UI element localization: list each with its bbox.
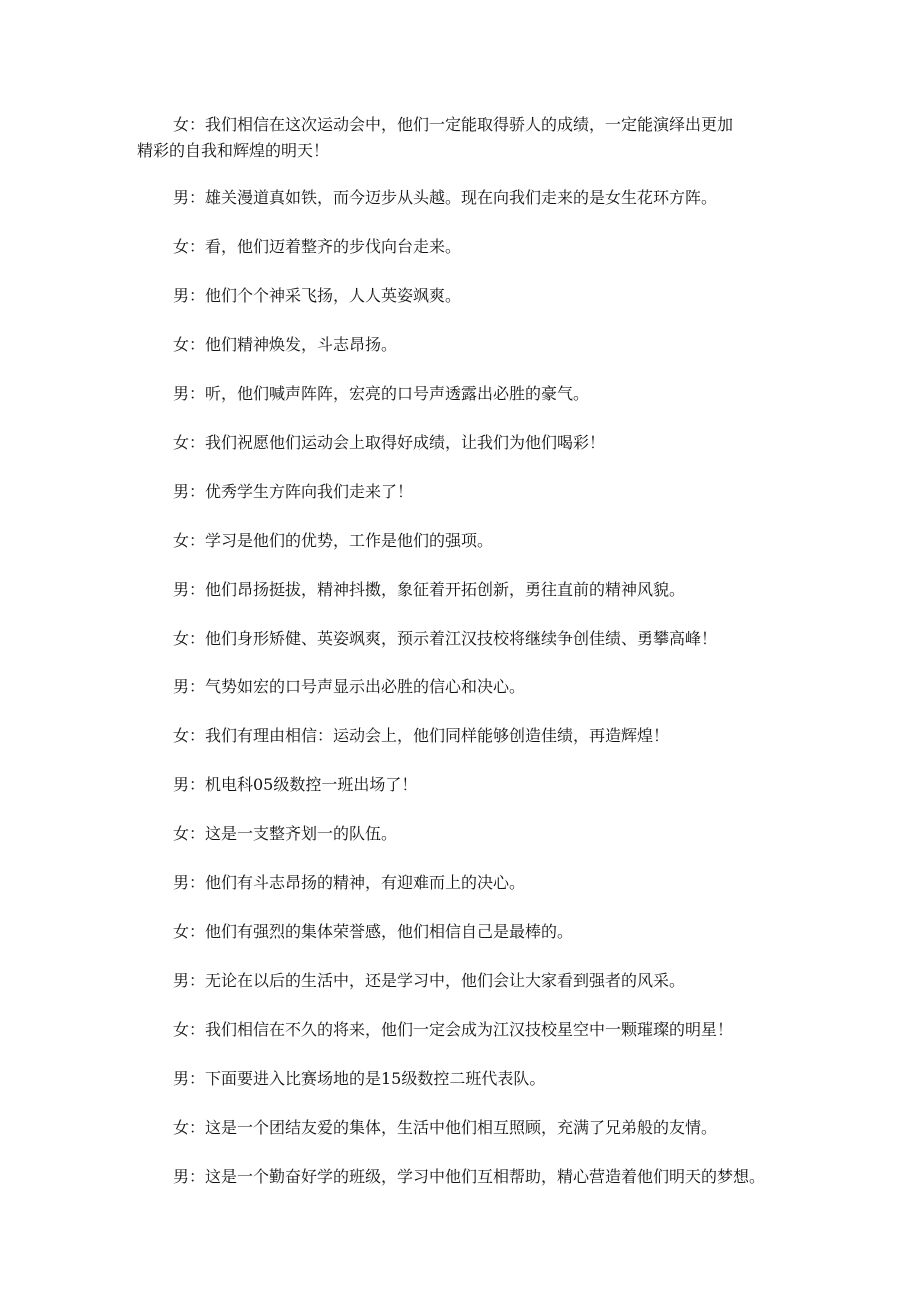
paragraph-1-line-1: 女：我们相信在这次运动会中，他们一定能取得骄人的成绩，一定能演绎出更加 [173, 115, 734, 134]
paragraph-18 [137, 968, 797, 994]
paragraph-4-text: 男：他们个个神采飞扬，人人英姿飒爽。 [173, 286, 462, 305]
paragraph-4 [137, 283, 797, 309]
paragraph-1-line-2: 精彩的自我和辉煌的明天！ [137, 141, 330, 160]
paragraph-5 [137, 332, 797, 358]
paragraph-15-text: 女：这是一支整齐划一的队伍。 [173, 824, 398, 843]
paragraph-12 [137, 674, 797, 700]
paragraph-18-text: 男：无论在以后的生活中，还是学习中，他们会让大家看到强者的风采。 [173, 971, 686, 990]
paragraph-2 [137, 185, 797, 211]
paragraph-8-text: 男：优秀学生方阵向我们走来了！ [173, 482, 414, 501]
paragraph-9 [137, 528, 797, 554]
paragraph-6 [137, 381, 797, 407]
paragraph-21 [137, 1115, 797, 1141]
paragraph-11-text: 女：他们身形矫健、英姿飒爽，预示着江汉技校将继续争创佳绩、勇攀高峰！ [173, 629, 718, 648]
paragraph-2-text: 男：雄关漫道真如铁，而今迈步从头越。现在向我们走来的是女生花环方阵。 [173, 188, 718, 207]
paragraph-5-text: 女：他们精神焕发，斗志昂扬。 [173, 335, 398, 354]
paragraph-12-text: 男：气势如宏的口号声显示出必胜的信心和决心。 [173, 677, 526, 696]
paragraph-10-text: 男：他们昂扬挺拔，精神抖擞，象征着开拓创新，勇往直前的精神风貌。 [173, 580, 686, 599]
paragraph-19 [137, 1017, 797, 1043]
paragraph-13-text: 女：我们有理由相信：运动会上，他们同样能够创造佳绩，再造辉煌！ [173, 726, 670, 745]
paragraph-21-text: 女：这是一个团结友爱的集体，生活中他们相互照顾，充满了兄弟般的友情。 [173, 1118, 718, 1137]
paragraph-7 [137, 430, 797, 456]
paragraph-3-text: 女：看，他们迈着整齐的步伐向台走来。 [173, 237, 462, 256]
paragraph-15 [137, 821, 797, 847]
paragraph-17-text: 女：他们有强烈的集体荣誉感，他们相信自己是最棒的。 [173, 922, 574, 941]
paragraph-22 [137, 1164, 797, 1190]
paragraph-11 [137, 626, 797, 652]
paragraph-1 [137, 112, 797, 164]
paragraph-17 [137, 919, 797, 945]
paragraph-14 [137, 772, 797, 798]
paragraph-16 [137, 870, 797, 896]
paragraph-16-text: 男：他们有斗志昂扬的精神，有迎难而上的决心。 [173, 873, 526, 892]
paragraph-14-text: 男：机电科05级数控一班出场了！ [173, 775, 418, 794]
paragraph-8 [137, 479, 797, 505]
paragraph-6-text: 男：听，他们喊声阵阵，宏亮的口号声透露出必胜的豪气。 [173, 384, 590, 403]
paragraph-7-text: 女：我们祝愿他们运动会上取得好成绩，让我们为他们喝彩！ [173, 433, 606, 452]
paragraph-22-text: 男：这是一个勤奋好学的班级，学习中他们互相帮助，精心营造着他们明天的梦想。 [173, 1167, 766, 1186]
paragraph-20-text: 男：下面要进入比赛场地的是15级数控二班代表队。 [173, 1069, 546, 1088]
paragraph-20 [137, 1066, 797, 1092]
paragraph-9-text: 女：学习是他们的优势，工作是他们的强项。 [173, 531, 494, 550]
paragraph-10 [137, 577, 797, 603]
paragraph-3 [137, 234, 797, 260]
paragraph-19-text: 女：我们相信在不久的将来，他们一定会成为江汉技校星空中一颗璀璨的明星！ [173, 1020, 734, 1039]
paragraph-13 [137, 723, 797, 749]
